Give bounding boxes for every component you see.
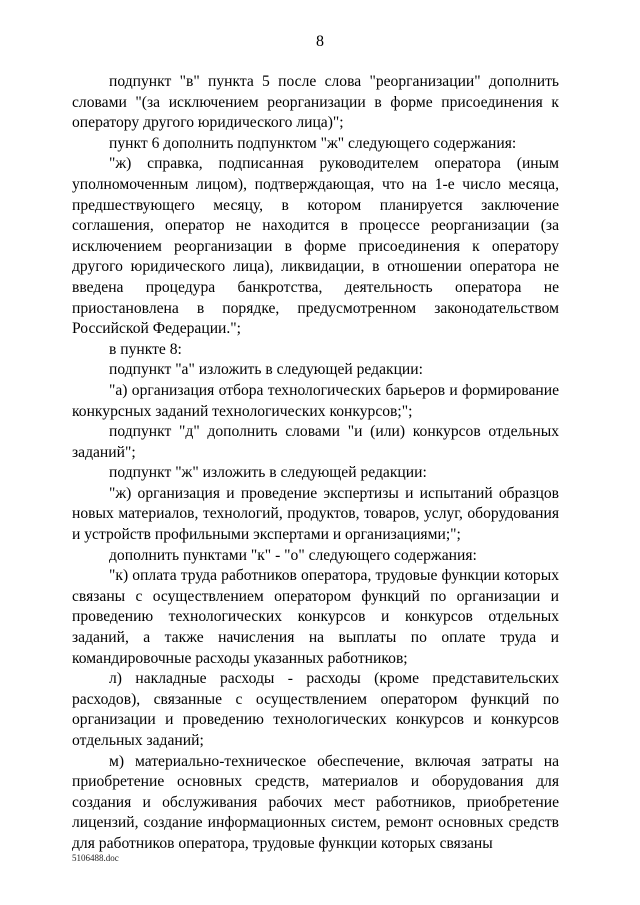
document-body [72, 72, 559, 855]
paragraph: "ж) организация и проведение экспертизы и испытаний образцов новых материалов, технологий, продуктов, товаров, услуг, оборудования и устройств профильными экспертами и организациями;"; [72, 484, 559, 544]
page-number: 8 [316, 33, 324, 50]
paragraph: л) накладные расходы - расходы (кроме представительских расходов), связанные с осуществлением оператором функций по организации и проведению технологических конкурсов и конкурсов отдельных заданий; [72, 670, 559, 749]
paragraph: в пункте 8: [109, 340, 182, 358]
paragraph: подпункт "ж" изложить в следующей редакции: [109, 464, 427, 482]
paragraph: подпункт "а" изложить в следующей редакции: [109, 361, 423, 379]
paragraph: дополнить пунктами "к" - "о" следующего содержания: [109, 546, 477, 564]
paragraph: подпункт "д" дополнить словами "и (или) конкурсов отдельных заданий"; [72, 423, 559, 461]
paragraph: м) материально-техническое обеспечение, включая затраты на приобретение основных средств, материалов и оборудования для создания и обслуживания рабочих мест работников, приобретение лицензий, создание информационных систем, ремонт основных средств для работников оператора, трудовые функции которых связаны [72, 752, 559, 852]
footer-file-code: 5106488.doc [72, 853, 119, 863]
paragraph: "а) организация отбора технологических барьеров и формирование конкурсных заданий технологических конкурсов;"; [72, 381, 559, 420]
paragraph: "ж) справка, подписанная руководителем оператора (иным уполномоченным лицом), подтверждающая, что на 1-е число месяца, предшествующего месяцу, в котором планируется заключение соглашения, оператор не находится в процессе реорганизации (за исключением реорганизации в форме присоединения к оператору другого юридического лица), ликвидации, в отношении оператора не введена процедура банкротства, деятельность оператора не приостановлена в порядке, предусмотренном законодательством Российской Федерации."; [72, 155, 559, 338]
paragraph: "к) оплата труда работников оператора, трудовые функции которых связаны с осуществлением оператором функций по организации и проведению технологических конкурсов и конкурсов отдельных заданий, а также начисления на выплаты по оплате труда и командировочные расходы указанных работников; [72, 567, 559, 667]
paragraph: пункт 6 дополнить подпунктом "ж" следующего содержания: [109, 134, 517, 152]
paragraph: подпункт "в" пункта 5 после слова "реорганизации" дополнить словами "(за исключением реорганизации в форме присоединения к оператору другого юридического лица)"; [72, 73, 559, 132]
